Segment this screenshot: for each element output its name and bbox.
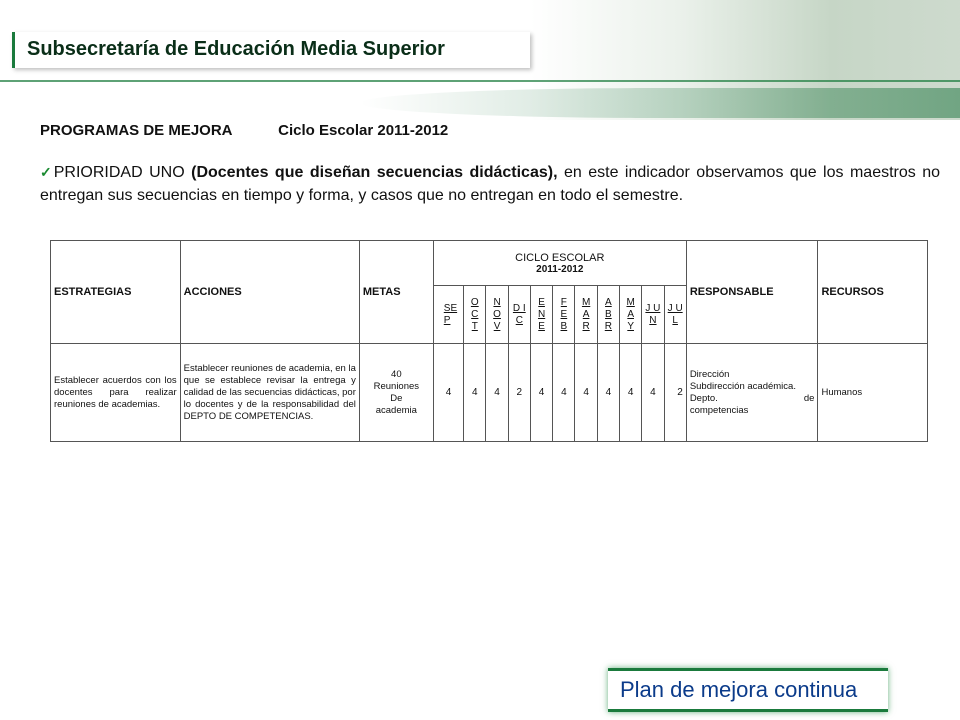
month-abr: A B R bbox=[597, 286, 619, 344]
month-mar: M A R bbox=[575, 286, 597, 344]
header-metas: METAS bbox=[359, 241, 433, 344]
month-dic: D I C bbox=[508, 286, 530, 344]
cell-value-jun: 4 bbox=[642, 344, 664, 442]
table-row bbox=[51, 344, 928, 442]
header-ciclo-escolar: CICLO ESCOLAR 2011-2012 bbox=[433, 241, 686, 286]
heading-ciclo: Ciclo Escolar 2011-2012 bbox=[278, 122, 449, 139]
header-acciones: ACCIONES bbox=[180, 241, 359, 344]
month-jun: J U N bbox=[642, 286, 664, 344]
cell-value-feb: 4 bbox=[553, 344, 575, 442]
footer-label: Plan de mejora continua bbox=[620, 677, 858, 702]
priority-paragraph bbox=[40, 161, 940, 207]
month-ene: E N E bbox=[530, 286, 552, 344]
month-oct: O C T bbox=[464, 286, 486, 344]
cell-value-sep: 4 bbox=[433, 344, 463, 442]
priority-lead: PRIORIDAD UNO bbox=[53, 164, 192, 181]
header-estrategias: ESTRATEGIAS bbox=[51, 241, 181, 344]
cell-value-mar: 4 bbox=[575, 344, 597, 442]
cell-estrategia: Establecer acuerdos con los docentes para realizar reuniones de academias. bbox=[51, 344, 181, 442]
month-feb: F E B bbox=[553, 286, 575, 344]
month-may: M A Y bbox=[620, 286, 642, 344]
cell-value-ene: 4 bbox=[530, 344, 552, 442]
cell-value-may: 4 bbox=[620, 344, 642, 442]
heading-programas: PROGRAMAS DE MEJORA bbox=[40, 122, 232, 139]
footer-label-box bbox=[608, 668, 888, 712]
header-divider bbox=[0, 80, 960, 82]
cell-value-dic: 2 bbox=[508, 344, 530, 442]
header-swoosh bbox=[360, 88, 960, 118]
cell-value-abr: 4 bbox=[597, 344, 619, 442]
priority-rest: en este indicador observamos que los maestros no entregan sus secuencias en tiempo y forma, y casos que no entregan en todo el semestre. bbox=[40, 164, 941, 204]
cell-accion: Establecer reuniones de academia, en la que se establece revisar la entrega y calidad de las secuencias didácticas, por lo docentes y de la responsabilidad del DEPTO DE COMPETENCIAS. bbox=[180, 344, 359, 442]
cell-responsable: Dirección Subdirección académica. Depto. de competencias bbox=[686, 344, 818, 442]
month-sep: SE P bbox=[433, 286, 463, 344]
cell-value-oct: 4 bbox=[464, 344, 486, 442]
section-heading bbox=[40, 122, 448, 139]
header-recursos: RECURSOS bbox=[818, 241, 928, 344]
month-jul: J U L bbox=[664, 286, 686, 344]
cell-meta: 40 Reuniones De academia bbox=[359, 344, 433, 442]
page-title: Subsecretaría de Educación Media Superior bbox=[27, 38, 445, 60]
header-title-box bbox=[12, 32, 530, 68]
header-responsable: RESPONSABLE bbox=[686, 241, 818, 344]
checkmark-icon: ✓ bbox=[40, 164, 54, 180]
plan-table bbox=[50, 240, 928, 442]
cell-value-jul: 2 bbox=[664, 344, 686, 442]
cell-recursos: Humanos bbox=[818, 344, 928, 442]
cell-value-nov: 4 bbox=[486, 344, 508, 442]
month-nov: N O V bbox=[486, 286, 508, 344]
priority-bold: (Docentes que diseñan secuencias didácticas), bbox=[191, 164, 558, 181]
